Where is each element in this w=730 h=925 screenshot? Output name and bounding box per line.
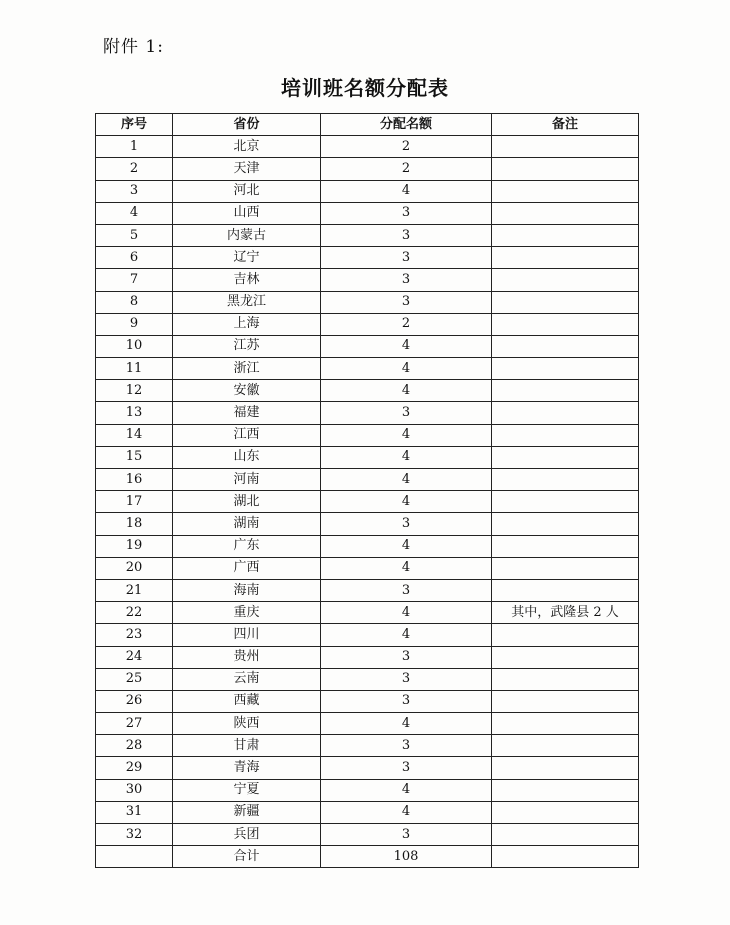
row-quota: 3 <box>321 513 492 535</box>
row-quota: 4 <box>321 491 492 513</box>
table-row <box>96 535 639 557</box>
row-serial-number: 31 <box>96 801 173 823</box>
row-quota: 4 <box>321 424 492 446</box>
row-quota: 3 <box>321 402 492 424</box>
row-quota: 3 <box>321 579 492 601</box>
row-quota: 4 <box>321 446 492 468</box>
row-province: 云南 <box>173 668 321 690</box>
table-row <box>96 424 639 446</box>
row-serial-number: 22 <box>96 602 173 624</box>
table-row <box>96 291 639 313</box>
table-row <box>96 624 639 646</box>
quota-allocation-table <box>95 113 639 868</box>
row-serial-number: 29 <box>96 757 173 779</box>
row-province: 山东 <box>173 446 321 468</box>
row-serial-number: 23 <box>96 624 173 646</box>
row-province: 天津 <box>173 158 321 180</box>
header-province: 省份 <box>173 114 321 136</box>
row-province: 内蒙古 <box>173 224 321 246</box>
row-remarks <box>492 291 639 313</box>
row-serial-number: 3 <box>96 180 173 202</box>
row-serial-number: 10 <box>96 335 173 357</box>
table-row <box>96 358 639 380</box>
attachment-label: 附件 1: <box>103 37 164 57</box>
table-row <box>96 446 639 468</box>
row-remarks <box>492 335 639 357</box>
row-serial-number: 7 <box>96 269 173 291</box>
row-serial-number: 5 <box>96 224 173 246</box>
header-quota: 分配名额 <box>321 114 492 136</box>
table-row <box>96 380 639 402</box>
row-province: 上海 <box>173 313 321 335</box>
row-remarks <box>492 202 639 224</box>
row-quota: 4 <box>321 779 492 801</box>
row-quota: 2 <box>321 136 492 158</box>
table-row <box>96 335 639 357</box>
row-remarks <box>492 446 639 468</box>
row-remarks <box>492 247 639 269</box>
row-province: 甘肃 <box>173 735 321 757</box>
row-quota: 4 <box>321 380 492 402</box>
row-remarks <box>492 579 639 601</box>
row-province: 湖北 <box>173 491 321 513</box>
row-province: 江苏 <box>173 335 321 357</box>
row-province: 浙江 <box>173 358 321 380</box>
row-serial-number: 6 <box>96 247 173 269</box>
header-serial-number: 序号 <box>96 114 173 136</box>
table-row <box>96 469 639 491</box>
row-serial-number: 28 <box>96 735 173 757</box>
row-province: 北京 <box>173 136 321 158</box>
table-total-row <box>96 846 639 868</box>
row-quota: 4 <box>321 180 492 202</box>
row-province: 吉林 <box>173 269 321 291</box>
row-quota: 4 <box>321 335 492 357</box>
row-province: 青海 <box>173 757 321 779</box>
row-quota: 3 <box>321 668 492 690</box>
row-remarks <box>492 624 639 646</box>
table-row <box>96 602 639 624</box>
table-row <box>96 158 639 180</box>
row-province: 陕西 <box>173 713 321 735</box>
row-province: 广西 <box>173 557 321 579</box>
row-serial-number: 21 <box>96 579 173 601</box>
header-remarks: 备注 <box>492 114 639 136</box>
row-quota: 4 <box>321 557 492 579</box>
table-row <box>96 491 639 513</box>
row-province: 新疆 <box>173 801 321 823</box>
table-row <box>96 313 639 335</box>
row-quota: 2 <box>321 158 492 180</box>
row-remarks <box>492 513 639 535</box>
table-row <box>96 779 639 801</box>
row-remarks <box>492 491 639 513</box>
row-remarks <box>492 269 639 291</box>
row-serial-number: 19 <box>96 535 173 557</box>
table-row <box>96 513 639 535</box>
table-row <box>96 557 639 579</box>
table-row <box>96 269 639 291</box>
row-quota: 3 <box>321 824 492 846</box>
row-remarks <box>492 824 639 846</box>
row-serial-number: 24 <box>96 646 173 668</box>
row-remarks <box>492 180 639 202</box>
row-remarks <box>492 358 639 380</box>
row-serial-number: 1 <box>96 136 173 158</box>
table-row <box>96 757 639 779</box>
row-province: 黑龙江 <box>173 291 321 313</box>
row-remarks <box>492 646 639 668</box>
row-serial-number: 27 <box>96 713 173 735</box>
row-remarks <box>492 713 639 735</box>
row-serial-number: 15 <box>96 446 173 468</box>
row-remarks <box>492 136 639 158</box>
table-row <box>96 713 639 735</box>
row-province: 辽宁 <box>173 247 321 269</box>
table-row <box>96 202 639 224</box>
table-row <box>96 690 639 712</box>
row-quota: 4 <box>321 358 492 380</box>
row-province: 广东 <box>173 535 321 557</box>
row-remarks <box>492 469 639 491</box>
row-quota: 3 <box>321 646 492 668</box>
row-quota: 3 <box>321 224 492 246</box>
row-serial-number: 8 <box>96 291 173 313</box>
row-quota: 3 <box>321 269 492 291</box>
row-province: 四川 <box>173 624 321 646</box>
row-remarks <box>492 801 639 823</box>
row-remarks <box>492 757 639 779</box>
row-serial-number: 18 <box>96 513 173 535</box>
row-quota: 4 <box>321 624 492 646</box>
row-quota: 4 <box>321 535 492 557</box>
row-serial-number: 13 <box>96 402 173 424</box>
page-title: 培训班名额分配表 <box>281 76 449 100</box>
table-header-row <box>96 114 639 136</box>
row-serial-number: 2 <box>96 158 173 180</box>
table-row <box>96 579 639 601</box>
row-quota: 3 <box>321 202 492 224</box>
table-row <box>96 136 639 158</box>
row-serial-number: 12 <box>96 380 173 402</box>
table-row <box>96 735 639 757</box>
row-remarks <box>492 779 639 801</box>
row-serial-number: 14 <box>96 424 173 446</box>
row-province: 山西 <box>173 202 321 224</box>
row-serial-number: 32 <box>96 824 173 846</box>
total-label: 合计 <box>173 846 321 868</box>
row-quota: 4 <box>321 713 492 735</box>
row-province: 兵团 <box>173 824 321 846</box>
row-remarks <box>492 158 639 180</box>
table-row <box>96 801 639 823</box>
row-remarks <box>492 557 639 579</box>
row-quota: 3 <box>321 735 492 757</box>
row-quota: 3 <box>321 291 492 313</box>
row-province: 湖南 <box>173 513 321 535</box>
row-serial-number: 25 <box>96 668 173 690</box>
row-quota: 2 <box>321 313 492 335</box>
total-quota: 108 <box>321 846 492 868</box>
row-remarks <box>492 668 639 690</box>
row-remarks <box>492 313 639 335</box>
row-quota: 3 <box>321 757 492 779</box>
row-remarks <box>492 735 639 757</box>
table-row <box>96 180 639 202</box>
row-quota: 3 <box>321 247 492 269</box>
row-remarks <box>492 424 639 446</box>
row-serial-number: 17 <box>96 491 173 513</box>
row-serial-number: 20 <box>96 557 173 579</box>
row-province: 宁夏 <box>173 779 321 801</box>
table-body <box>96 136 639 846</box>
row-serial-number: 16 <box>96 469 173 491</box>
row-quota: 4 <box>321 801 492 823</box>
row-serial-number: 11 <box>96 358 173 380</box>
row-serial-number: 9 <box>96 313 173 335</box>
row-remarks <box>492 535 639 557</box>
row-province: 安徽 <box>173 380 321 402</box>
row-serial-number: 26 <box>96 690 173 712</box>
total-note-cell <box>492 846 639 868</box>
row-remarks <box>492 402 639 424</box>
row-remarks: 其中，武隆县 2 人 <box>492 602 639 624</box>
row-quota: 3 <box>321 690 492 712</box>
row-remarks <box>492 380 639 402</box>
row-province: 海南 <box>173 579 321 601</box>
row-province: 西藏 <box>173 690 321 712</box>
row-serial-number: 4 <box>96 202 173 224</box>
row-quota: 4 <box>321 602 492 624</box>
table-row <box>96 668 639 690</box>
row-province: 贵州 <box>173 646 321 668</box>
table-row <box>96 247 639 269</box>
table-row <box>96 402 639 424</box>
row-serial-number: 30 <box>96 779 173 801</box>
row-province: 福建 <box>173 402 321 424</box>
row-remarks <box>492 224 639 246</box>
row-remarks <box>492 690 639 712</box>
total-serial-cell <box>96 846 173 868</box>
row-province: 河北 <box>173 180 321 202</box>
table-row <box>96 224 639 246</box>
row-province: 重庆 <box>173 602 321 624</box>
row-province: 江西 <box>173 424 321 446</box>
row-quota: 4 <box>321 469 492 491</box>
row-province: 河南 <box>173 469 321 491</box>
table-row <box>96 646 639 668</box>
table-row <box>96 824 639 846</box>
